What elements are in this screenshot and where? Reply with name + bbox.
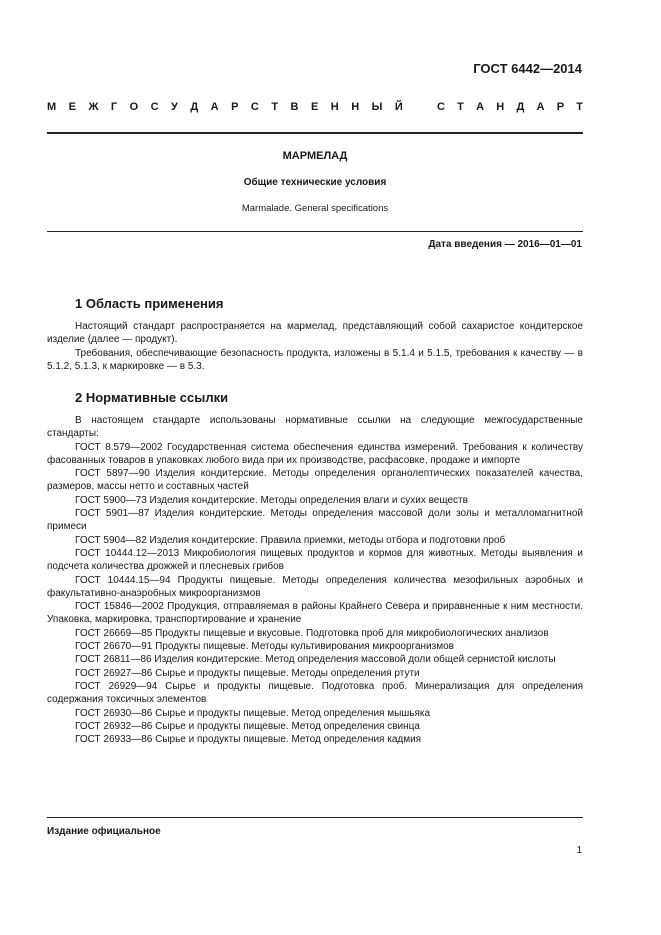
introduction-date: Дата введения — 2016—01—01 [428, 239, 582, 250]
banner-letter: Т [457, 101, 464, 113]
reference-item: ГОСТ 26670—91 Продукты пищевые. Методы культивирования микроорганизмов [75, 641, 454, 653]
reference-item: ГОСТ 10444.15—94 Продукты пищевые. Методы определения количества мезофильных аэробных и факультативно-анаэробных микроорганизмов [47, 574, 583, 599]
banner-letter: С [150, 101, 159, 113]
banner-letter: Р [231, 101, 239, 113]
banner-letter: С [250, 101, 259, 113]
document-subtitle: Общие технические условия [243, 177, 387, 188]
section-heading-normative-references: 2 Нормативные ссылки [75, 390, 229, 405]
banner-letter: Н [351, 101, 360, 113]
reference-item: ГОСТ 5900—73 Изделия кондитерские. Методы определения влаги и сухих веществ [75, 494, 468, 506]
reference-item: ГОСТ 8.579—2002 Государственная система обеспечения единства измерений. Требования к количеству фасованных товаров в упаковках любого вида при их производстве, расфасовке, продаже и импорте [47, 441, 583, 466]
reference-item: ГОСТ 10444.12—2013 Микробиология пищевых продуктов и кормов для животных. Методы выявления и подсчета количества дрожжей и плесневых грибов [47, 547, 583, 573]
banner-letter: Ы [371, 101, 383, 113]
banner-letter: М [47, 101, 57, 113]
edition-note: Издание официальное [47, 826, 161, 837]
banner-letter: Ж [88, 101, 99, 113]
reference-item: ГОСТ 26932—86 Сырье и продукты пищевые. Метод определения свинца [75, 720, 420, 732]
reference-item: ГОСТ 26933—86 Сырье и продукты пищевые. Метод определения кадмия [75, 734, 422, 746]
page-number: 1 [576, 845, 582, 856]
section-body-normative-references [47, 414, 583, 746]
reference-item: ГОСТ 26927—86 Сырье и продукты пищевые. Методы определения ртути [75, 667, 420, 679]
document-title: МАРМЕЛАД [282, 150, 348, 162]
banner-letter: О [129, 101, 139, 113]
reference-item: ГОСТ 26669—85 Продукты пищевые и вкусовые. Подготовка проб для микробиологических анализов [75, 627, 549, 639]
banner-letter: Р [556, 101, 565, 113]
document-title-english: Marmalade. General specifications [241, 203, 389, 214]
banner-letter: С [437, 101, 445, 113]
section-heading-scope: 1 Область применения [75, 296, 224, 311]
banner-word-standard [437, 101, 583, 113]
banner-letter: Н [330, 101, 339, 113]
section-body-scope [47, 320, 583, 373]
banner-letter: А [476, 101, 485, 113]
reference-item: ГОСТ 5897—90 Изделия кондитерские. Методы определения органолептических показателей качества, размеров, массы нетто и составных частей [47, 468, 583, 493]
banner-letter: Е [68, 101, 76, 113]
paragraph: В настоящем стандарте использованы нормативные ссылки на следующие межгосударственные стандарты: [47, 415, 583, 440]
standard-type-banner [47, 101, 583, 113]
banner-letter: Н [496, 101, 505, 113]
banner-letter: Т [271, 101, 279, 113]
title-divider [47, 231, 583, 232]
banner-word-interstate [47, 101, 403, 113]
reference-item: ГОСТ 5901—87 Изделия кондитерские. Методы определения массовой доли золы и металломагнитной примеси [47, 508, 583, 533]
banner-letter: Т [576, 101, 583, 113]
banner-letter: А [210, 101, 219, 113]
header-divider [47, 132, 583, 134]
standard-number: ГОСТ 6442—2014 [473, 61, 582, 76]
banner-letter: Й [394, 101, 403, 113]
reference-item: ГОСТ 26930—86 Сырье и продукты пищевые. Метод определения мышьяка [75, 707, 431, 719]
banner-letter: Д [516, 101, 525, 113]
reference-item: ГОСТ 5904—82 Изделия кондитерские. Правила приемки, методы отбора и подготовки проб [75, 534, 506, 546]
reference-item: ГОСТ 15846—2002 Продукция, отправляемая в районы Крайнего Севера и приравненные к ним местности. Упаковка, маркировка, транспортирование и хранение [47, 601, 583, 626]
banner-letter: У [171, 101, 178, 113]
reference-item: ГОСТ 26929—94 Сырье и продукты пищевые. Подготовка проб. Минерализация для определения содержания токсичных элементов [47, 680, 583, 706]
banner-letter: Е [310, 101, 319, 113]
paragraph: Настоящий стандарт распространяется на мармелад, представляющий собой сахаристое кондитерское изделие (далее — продукт). [47, 321, 583, 346]
reference-item: ГОСТ 26811—86 Изделия кондитерские. Метод определения массовой доли общей сернистой кислоты [75, 654, 556, 666]
banner-letter: Г [110, 101, 118, 113]
banner-letter: Д [190, 101, 199, 113]
paragraph: Требования, обеспечивающие безопасность продукта, изложены в 5.1.4 и 5.1.5, требования к качеству — в 5.1.2, 5.1.3, к маркировке — в 5.3. [47, 347, 583, 372]
banner-letter: А [536, 101, 545, 113]
banner-letter: В [290, 101, 299, 113]
footer-divider [47, 817, 583, 818]
